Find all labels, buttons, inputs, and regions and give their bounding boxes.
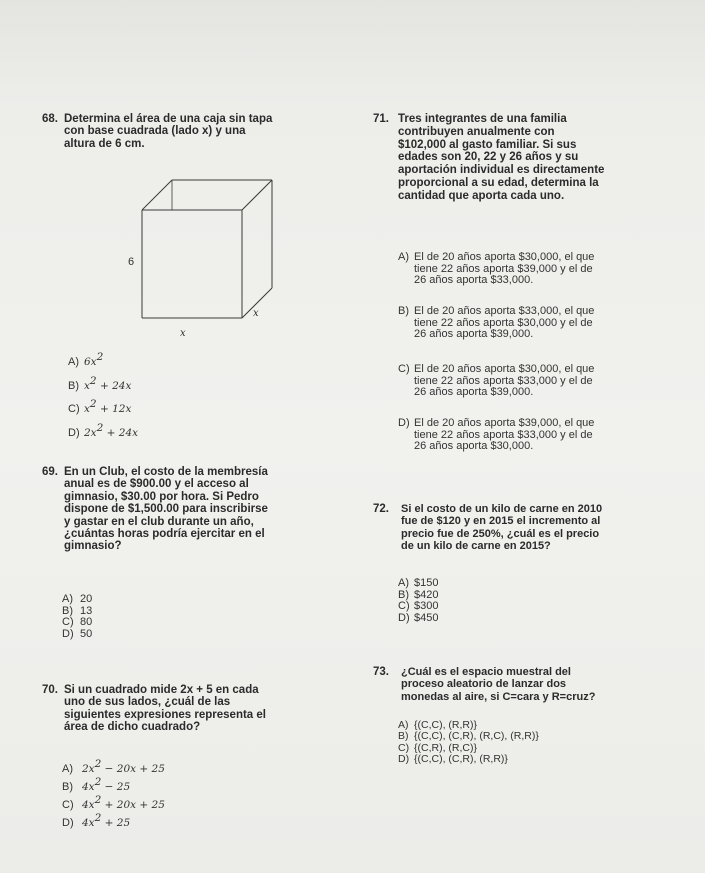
q68-line: Determina el área de una caja sin tapa (64, 113, 273, 125)
q73-option-b[interactable]: B) {(C,C), (C,R), (R,C), (R,R)} (398, 730, 539, 743)
q73-option-d[interactable]: D) {(C,C), (C,R), (R,R)} (398, 753, 508, 766)
q72-option-c[interactable]: C) $300 (398, 600, 439, 613)
q70-option-a[interactable]: A) $2x^2 - 20x + 25$ (62, 758, 165, 775)
q69-line: anual es de $900.00 y el acceso al (64, 478, 249, 491)
q70-line: siguientes expresiones representa el (64, 708, 266, 721)
q72-option-b[interactable]: B) $420 (398, 588, 439, 601)
q70-line: área de dicho cuadrado? (64, 721, 201, 734)
q71-line: aportación individual es directamente (398, 164, 605, 177)
q69-question (64, 466, 268, 553)
q71-line: contribuyen anualmente con (398, 125, 555, 138)
q68-option-d[interactable]: D) $2x^2 + 24x$ (68, 422, 139, 439)
q72-line: fue de $120 y en 2015 el incremento al (401, 515, 601, 528)
q72-options (398, 578, 438, 624)
q69-option-b[interactable]: B) 13 (62, 604, 93, 617)
q72-number: 72. (373, 503, 389, 515)
q71-line: Tres integrantes de una familia (398, 113, 567, 125)
q73-number: 73. (373, 666, 389, 678)
q69-line: ¿cuántas horas podría ejercitar en el (64, 528, 265, 541)
q69-options (62, 594, 92, 640)
q73-line: monedas al aire, si C=cara y R=cruz? (401, 690, 596, 703)
q72-line: Si el costo de un kilo de carne en 2010 (401, 503, 603, 515)
q73-option-a[interactable]: A) {(C,C), (R,R)} (398, 719, 477, 731)
box-side-label: x (253, 308, 259, 319)
q70-question (64, 684, 266, 734)
q71-option-c[interactable]: C) El de 20 años aporta $30,000, el que tiene 22 años aporta $33,000 y el de 26 años aporta $39,000. (398, 363, 595, 399)
q72-question (401, 503, 602, 553)
q70-line: uno de sus lados, ¿cuál de las (64, 696, 231, 709)
q72-option-a[interactable]: A) $150 (398, 577, 439, 589)
box-height-label: 6 (128, 256, 135, 268)
q70-number: 70. (42, 684, 58, 696)
q68-question (64, 113, 272, 150)
q70-option-c[interactable]: C) $4x^2 + 20x + 25$ (62, 794, 165, 811)
q71-option-b[interactable]: B) El de 20 años aporta $33,000, el que tiene 22 años aporta $30,000 y el de 26 años aporta $39,000. (398, 305, 595, 341)
q69-line: gimnasio, $30.00 por hora. Si Pedro (64, 490, 259, 503)
q71-option-a[interactable]: A) El de 20 años aporta $30,000, el que tiene 22 años aporta $39,000 y el de 26 años aporta $33,000. (398, 251, 595, 287)
q68-option-a[interactable]: A) $6x^2$ (68, 351, 104, 368)
q69-option-c[interactable]: C) 80 (62, 616, 93, 629)
box-base-label: x (180, 328, 186, 339)
q73-line: proceso aleatorio de lanzar dos (401, 678, 567, 691)
q69-line: gimnasio? (64, 540, 122, 553)
q71-line: edades son 20, 22 y 26 años y su (398, 151, 579, 164)
q73-line: ¿Cuál es el espacio muestral del (401, 666, 571, 678)
q71-number: 71. (373, 113, 389, 125)
q69-line: En un Club, el costo de la membresía (64, 466, 268, 478)
q70-option-b[interactable]: B) $4x^2 - 25$ (62, 776, 131, 793)
q72-line: de un kilo de carne en 2015? (401, 540, 551, 553)
q68-number: 68. (42, 113, 58, 125)
q73-option-c[interactable]: C) {(C,R), (R,C)} (398, 741, 477, 754)
q71-question (398, 113, 604, 203)
q69-line: y gastar en el club durante un año, (64, 515, 254, 528)
q68-option-b[interactable]: B) $x^2 + 24x$ (68, 375, 132, 392)
q70-line: Si un cuadrado mide 2x + 5 en cada (64, 684, 259, 696)
q68-line: altura de 6 cm. (64, 137, 145, 150)
box-figure (120, 170, 280, 350)
q71-line: $102,000 al gasto familiar. Si sus (398, 138, 577, 151)
q69-line: dispone de $1,500.00 para inscribirse (64, 503, 268, 516)
q71-line: proporcional a su edad, determina la (398, 176, 599, 189)
q73-options (398, 720, 539, 766)
q73-question (401, 666, 595, 703)
q69-option-d[interactable]: D) 50 (62, 627, 93, 640)
q71-option-d[interactable]: D) El de 20 años aporta $39,000, el que tiene 22 años aporta $33,000 y el de 26 años aporta $30,000. (398, 417, 595, 453)
q70-option-d[interactable]: D) $4x^2 + 25$ (62, 812, 131, 829)
q72-line: precio fue de 250%, ¿cuál es el precio (401, 527, 600, 540)
q69-number: 69. (42, 466, 58, 478)
q71-line: cantidad que aporta cada uno. (398, 189, 565, 202)
q68-option-c[interactable]: C) $x^2 + 12x$ (68, 398, 132, 415)
q68-line: con base cuadrada (lado x) y una (64, 125, 246, 138)
q69-option-a[interactable]: A) 20 (62, 593, 93, 605)
q72-option-d[interactable]: D) $450 (398, 611, 439, 624)
